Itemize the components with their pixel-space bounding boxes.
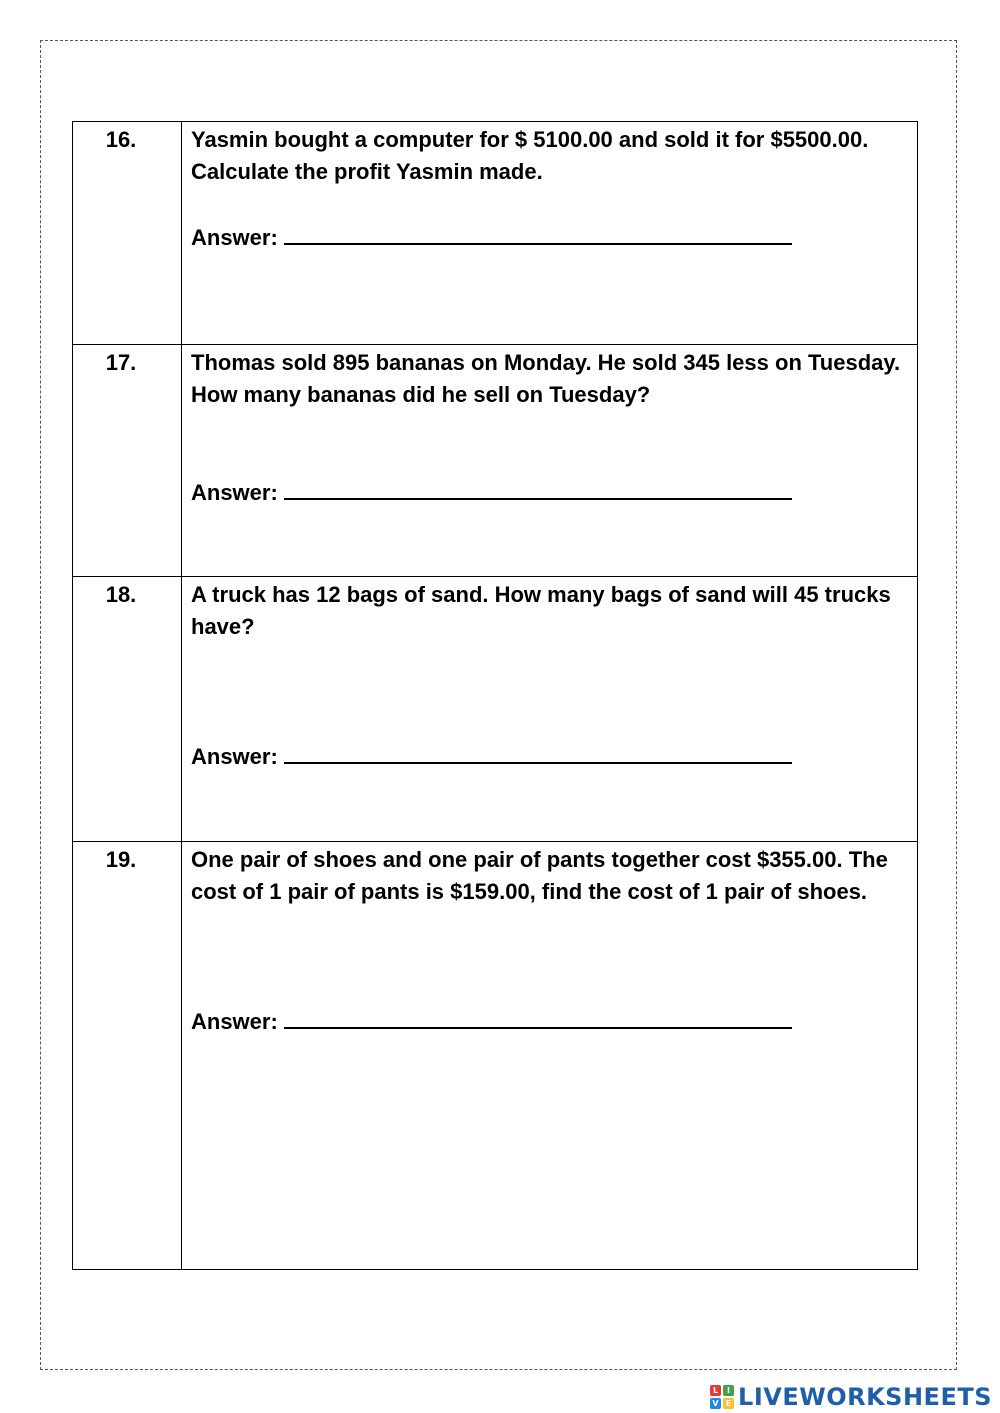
question-text: Thomas sold 895 bananas on Monday. He sold 345 less on Tuesday. How many bananas did he sell on Tuesday? (191, 350, 901, 407)
answer-line (191, 741, 909, 773)
question-number-cell (73, 122, 182, 345)
question-number: 18. (105, 582, 137, 607)
answer-line (191, 222, 909, 254)
answer-label: Answer: (191, 225, 278, 250)
question-row (73, 577, 918, 842)
answer-label: Answer: (191, 744, 278, 769)
question-number: 19. (105, 847, 137, 872)
question-cell (182, 577, 918, 842)
logo-tile: E (723, 1398, 734, 1409)
question-number-cell (73, 577, 182, 842)
question-number-cell (73, 842, 182, 1270)
question-number: 16. (105, 127, 137, 152)
answer-blank[interactable] (284, 1007, 792, 1029)
logo-tile: L (710, 1385, 721, 1396)
logo-tile: V (710, 1398, 721, 1409)
question-text: One pair of shoes and one pair of pants together cost $355.00. The cost of 1 pair of pants is $159.00, find the cost of 1 pair of shoes. (191, 847, 888, 904)
question-text: A truck has 12 bags of sand. How many bags of sand will 45 trucks have? (191, 582, 891, 639)
liveworksheets-brand (710, 1383, 992, 1411)
question-row (73, 345, 918, 577)
question-cell (182, 345, 918, 577)
question-cell (182, 122, 918, 345)
question-text: Yasmin bought a computer for $ 5100.00 and sold it for $5500.00. Calculate the profit Yasmin made. (191, 127, 869, 184)
brand-text: LIVEWORKSHEETS (738, 1383, 992, 1411)
answer-label: Answer: (191, 1009, 278, 1034)
logo-tile: I (723, 1385, 734, 1396)
answer-blank[interactable] (284, 223, 792, 245)
answer-blank[interactable] (284, 742, 792, 764)
question-number: 17. (105, 350, 137, 375)
answer-line (191, 1006, 909, 1038)
answer-label: Answer: (191, 480, 278, 505)
question-row (73, 122, 918, 345)
answer-line (191, 477, 909, 509)
liveworksheets-logo-icon (710, 1385, 734, 1409)
question-row (73, 842, 918, 1270)
question-table (72, 121, 918, 1270)
question-cell (182, 842, 918, 1270)
answer-blank[interactable] (284, 478, 792, 500)
question-number-cell (73, 345, 182, 577)
